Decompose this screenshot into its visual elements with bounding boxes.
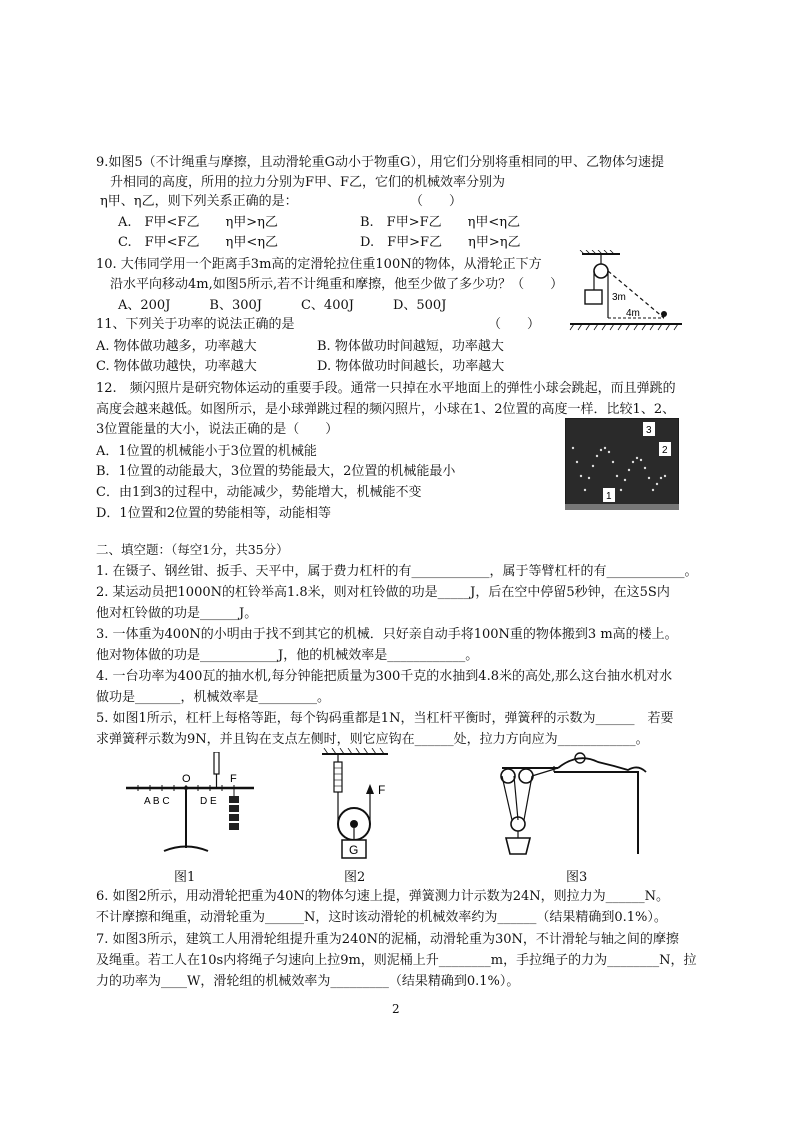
q11-option-a: A. 物体做功越多，功率越大 bbox=[96, 339, 257, 354]
q12-line1: 12. 频闪照片是研究物体运动的重要手段。通常一只掉在水平地面上的弹性小球会跳起，而且弹跳的 bbox=[96, 381, 676, 396]
section2-title: 二、填空题：（每空1分，共35分） bbox=[96, 542, 289, 557]
force-label: F bbox=[378, 783, 386, 797]
fill4-line2: 做功是_______，机械效率是_________。 bbox=[96, 690, 331, 705]
mud-bucket-icon bbox=[506, 838, 530, 854]
hook-weights-icon bbox=[229, 796, 239, 830]
q9-option-d: D. F甲>F乙 η甲>η乙 bbox=[360, 235, 521, 250]
lever-figure bbox=[124, 752, 264, 856]
q11-option-b: B. 物体做功时间越短，功率越大 bbox=[317, 339, 504, 354]
fill1: 1. 在镊子、钢丝钳、扳手、天平中，属于费力杠杆的有____________，属于等臂杠杆的有____________。 bbox=[96, 564, 698, 579]
fig3-caption: 图3 bbox=[566, 870, 588, 885]
weight-block-icon bbox=[585, 290, 602, 304]
movable-pulley-figure bbox=[318, 748, 408, 860]
distance-label: 4m bbox=[626, 308, 640, 319]
fill5-line2: 求弹簧秤示数为9N，并且钩在支点左侧时，则它应钩在______处，拉力方向应为____________。 bbox=[96, 732, 649, 747]
page-number: 2 bbox=[392, 1002, 400, 1016]
worker-icon bbox=[558, 758, 646, 772]
q12-option-a: A．1位置的机械能小于3位置的机械能 bbox=[96, 444, 317, 459]
building-edge bbox=[554, 772, 638, 854]
fill6-line1: 6. 如图2所示，用动滑轮把重为40N的物体匀速上提，弹簧测力计示数为24N，则拉力为______N。 bbox=[96, 889, 670, 904]
fill7-line2: 及绳重。若工人在10s内将绳子匀速向上拉9m，则泥桶上升________m，手拉绳子的力为________N，拉 bbox=[96, 953, 697, 968]
q11-answer-paren: （ ） bbox=[488, 317, 541, 332]
fill3-line1: 3. 一体重为400N的小明由于找不到其它的机械．只好亲自动手将100N重的物体搬到3 m高的楼上。 bbox=[96, 627, 678, 642]
fig1-caption: 图1 bbox=[174, 870, 196, 885]
q11-option-d: D. 物体做功时间越长，功率越大 bbox=[317, 359, 505, 374]
q10-options: A、200J B、300J C、400J D、500J bbox=[118, 298, 447, 313]
height-label: 3m bbox=[612, 292, 626, 303]
q10-line1: 10. 大伟同学用一个距离手3m高的定滑轮拉住重100N的物体，从滑轮正下方 bbox=[96, 257, 542, 272]
q12-option-d: D．1位置和2位置的势能相等，动能相等 bbox=[96, 506, 331, 521]
spring-scale-icon bbox=[334, 762, 342, 792]
q12-option-b: B．1位置的动能最大，3位置的势能最大，2位置的机械能最小 bbox=[96, 464, 456, 479]
fill2-line1: 2. 某运动员把1000N的杠铃举高1.8米，则对杠铃做的功是_____J，后在空中停留5秒钟，在这5S内 bbox=[96, 585, 670, 600]
fill3-line2: 他对物体做的功是____________J，他的机械效率是____________。 bbox=[96, 648, 479, 663]
fill5-line1: 5. 如图1所示，杠杆上每格等距，每个钩码重都是1N，当杠杆平衡时，弹簧秤的示数为______ 若要 bbox=[96, 711, 674, 726]
q11-option-c: C. 物体做功越快，功率越大 bbox=[96, 359, 257, 374]
stand-base bbox=[164, 847, 208, 852]
fig2-caption: 图2 bbox=[344, 870, 366, 885]
q9-option-c: C. F甲<F乙 η甲<η乙 bbox=[118, 235, 279, 250]
q10-line2: 沿水平向移动4m,如图5所示,若不计绳重和摩擦，他至少做了多少功？（ ） bbox=[110, 277, 564, 292]
photo-label-1: 1 bbox=[606, 491, 612, 502]
q9-line2: 升相同的高度，所用的拉力分别为F甲、F乙，它们的机械效率分别为 bbox=[110, 175, 506, 190]
fixed-pulley-icon bbox=[594, 264, 608, 278]
pivot-icon bbox=[184, 786, 188, 790]
q9-option-a: A. F甲<F乙 η甲>η乙 bbox=[118, 215, 278, 230]
fill4-line1: 4. 一台功率为400瓦的抽水机,每分钟能把质量为300千克的水抽到4.8米的高处,那么这台抽水机对水 bbox=[96, 669, 673, 684]
fill7-line1: 7. 如图3所示，建筑工人用滑轮组提升重为240N的泥桶，动滑轮重为30N，不计滑轮与轴之间的摩擦 bbox=[96, 932, 679, 947]
photo-label-2: 2 bbox=[662, 445, 668, 456]
hand-icon bbox=[661, 311, 667, 317]
load-label: G bbox=[349, 843, 359, 857]
q9-line3: η甲、η乙，则下列关系正确的是： bbox=[100, 194, 298, 209]
spring-scale-icon bbox=[214, 752, 219, 774]
pulley-distance-figure bbox=[568, 250, 686, 334]
q12-option-c: C．由1到3的过程中，动能减少，势能增大，机械能不变 bbox=[96, 485, 422, 500]
fill2-line2: 他对杠铃做的功是______J。 bbox=[96, 606, 258, 621]
q12-line2: 高度会越来越低。如图所示，是小球弹跳过程的频闪照片，小球在1、2位置的高度一样．比较1、2、 bbox=[96, 402, 676, 417]
worker-pulley-figure bbox=[488, 750, 648, 862]
q9-line1: 9.如图5（不计绳重与摩擦，且动滑轮重G动小于物重G），用它们分别将重相同的甲、乙物体匀速提 bbox=[96, 155, 664, 170]
fill7-line3: 力的功率为____W，滑轮组的机械效率为_________（结果精确到0.1%）。 bbox=[96, 974, 520, 989]
left-labels: A B C bbox=[144, 796, 170, 807]
q9-answer-paren: （ ） bbox=[410, 194, 463, 209]
q12-line3: 3位置能量的大小，说法正确的是（ ） bbox=[96, 422, 339, 437]
bouncing-ball-photo bbox=[565, 418, 679, 510]
pivot-label: O bbox=[182, 773, 191, 785]
q11-line1: 11、下列关于功率的说法正确的是 bbox=[96, 317, 295, 332]
q9-option-b: B. F甲>F乙 η甲<η乙 bbox=[360, 215, 521, 230]
fill6-line2: 不计摩擦和绳重，动滑轮重为______N，这时该动滑轮的机械效率约为______（结果精确到0.1%）。 bbox=[96, 910, 667, 925]
pull-arrow-icon bbox=[366, 784, 374, 794]
photo-label-3: 3 bbox=[646, 425, 652, 436]
right-labels: D E bbox=[200, 796, 217, 807]
force-label: F bbox=[230, 773, 237, 785]
